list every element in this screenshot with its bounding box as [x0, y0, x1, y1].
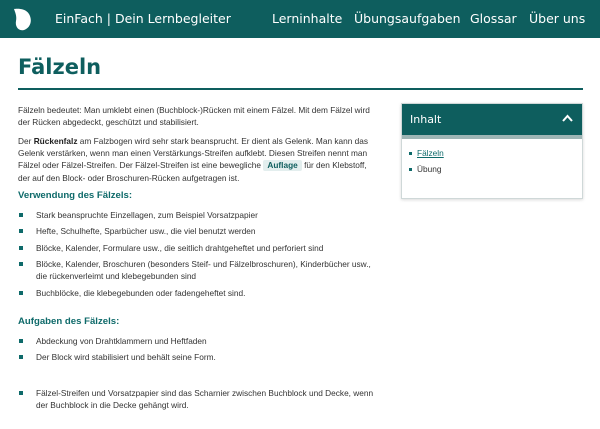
- bullet-square-icon: [19, 291, 23, 295]
- section-heading-aufgaben: Aufgaben des Fälzels:: [18, 316, 120, 327]
- verwendung-list: [18, 209, 380, 303]
- list-item: [18, 225, 380, 237]
- bullet-square-icon: [19, 391, 23, 395]
- para-text-middle: am Falzbogen wird sehr stark beansprucht. Er dient als Gelenk. Man kann das Gelenk verstärken, wenn man einen Verstärkungs-Streifen aufklebt. Diesen Streifen nennt man Fälzel oder Fälzel-Streifen. Der Fälzel-Streifen ist eine bewegliche: [18, 136, 369, 171]
- toc-item-label: Fälzeln: [417, 148, 444, 158]
- toc-item-faelzeln[interactable]: [408, 147, 444, 159]
- list-item-text: Fälzel-Streifen und Vorsatzpapier sind das Scharnier zwischen Buchblock und Decke, wenn der Buchblock in die Decke gehängt wird.: [36, 388, 374, 411]
- toc-title: Inhalt: [410, 113, 442, 126]
- list-item: [18, 335, 380, 347]
- rueckenfalz-paragraph: [18, 135, 380, 184]
- brand-title[interactable]: EinFach | Dein Lernbegleiter: [55, 11, 231, 26]
- toc-divider: [402, 135, 582, 139]
- bullet-square-icon: [409, 168, 412, 171]
- bullet-square-icon: [19, 262, 23, 266]
- para-text-after: für den Klebstoff, der auf den Block- oder Broschuren-Rücken aufgetragen ist.: [18, 160, 367, 183]
- leaf-logo-icon[interactable]: [12, 6, 34, 32]
- nav-uebungsaufgaben[interactable]: Übungsaufgaben: [354, 11, 461, 26]
- bullet-square-icon: [19, 213, 23, 217]
- list-item-text: Der Block wird stabilisiert und behält seine Form.: [36, 352, 216, 363]
- list-item: [18, 258, 380, 282]
- scharnier-list: [18, 387, 380, 416]
- table-of-contents: [401, 103, 583, 199]
- bullet-square-icon: [19, 339, 23, 343]
- list-item: [18, 387, 380, 411]
- list-item-text: Blöcke, Kalender, Formulare usw., die seitlich drahtgeheftet und perforiert sind: [36, 242, 324, 253]
- list-item: [18, 242, 380, 254]
- section-heading-verwendung: Verwendung des Fälzels:: [18, 190, 133, 201]
- toc-header[interactable]: [402, 104, 582, 135]
- page-title: Fälzeln: [18, 55, 102, 79]
- list-item-text: Hefte, Schulhefte, Sparbücher usw., die viel benutzt werden: [36, 226, 256, 237]
- nav-glossar[interactable]: Glossar: [470, 11, 517, 26]
- bullet-square-icon: [19, 246, 23, 250]
- bullet-square-icon: [19, 355, 23, 359]
- term-rueckenfalz: Rückenfalz: [33, 136, 78, 146]
- para-text-before: Der: [18, 136, 34, 146]
- intro-paragraph: Fälzeln bedeutet: Man umklebt einen (Buchblock-)Rücken mit einem Fälzel. Mit dem Fälzel wird der Rücken abgedeckt, geschützt und stabilisiert.: [18, 105, 370, 128]
- title-divider: [18, 88, 583, 90]
- chevron-up-icon[interactable]: [562, 114, 573, 122]
- aufgaben-list: [18, 335, 380, 368]
- top-navbar: [0, 0, 600, 38]
- toc-item-label: Übung: [417, 164, 442, 174]
- list-item: [18, 209, 380, 221]
- list-item: [18, 351, 380, 363]
- list-item-text: Abdeckung von Drahtklammern und Heftfaden: [36, 336, 207, 346]
- bullet-square-icon: [19, 229, 23, 233]
- toc-item-uebung[interactable]: [408, 163, 444, 175]
- list-item: [18, 287, 380, 299]
- list-item-text: Blöcke, Kalender, Broschuren (besonders Steif- und Fälzelbroschuren), Kinderbücher usw., die rückenverleimt und klebegebunden sind: [36, 259, 371, 282]
- nav-ueber-uns[interactable]: Über uns: [529, 11, 586, 26]
- nav-lerninhalte[interactable]: Lerninhalte: [272, 11, 343, 26]
- list-item-text: Buchblöcke, die klebegebunden oder fadengeheftet sind.: [36, 287, 246, 298]
- bullet-square-icon: [409, 152, 412, 155]
- toc-list: [408, 147, 444, 179]
- list-item-text: Stark beanspruchte Einzellagen, zum Beispiel Vorsatzpapier: [36, 210, 258, 220]
- glossary-chip-auflage[interactable]: Auflage: [263, 160, 301, 171]
